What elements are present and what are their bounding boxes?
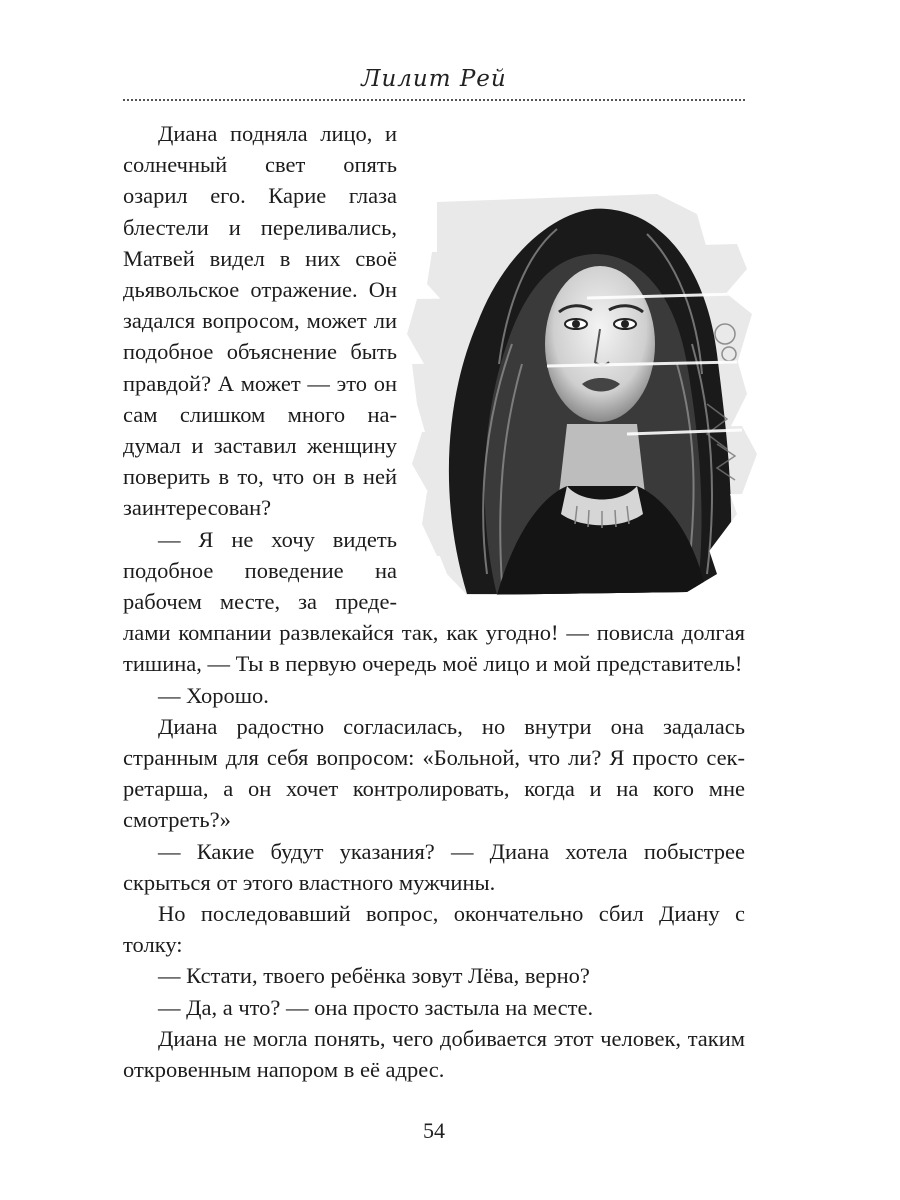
body-text <box>123 118 745 1085</box>
paragraph-3: — Хорошо. <box>158 682 269 708</box>
paragraph-4: Диана радостно согласилась, но внутри она задалась странным для себя вопросом: «Больной, что ли? Я просто секретарша, а он хочет контролировать, когда и на кого мне смотреть?» <box>123 713 745 833</box>
paragraph-7: — Кстати, твоего ребёнка зовут Лёва, верно? <box>158 963 590 989</box>
paragraph-5: — Какие будут указания? — Диана хотела побыстрее скрыться от этого властного мужчины. <box>123 838 745 895</box>
paragraph-1: Диана подняла лицо, и солнечный свет опять озарил его. Карие глаза блестели и переливались, Матвей видел в них своё дьявольское отражение. Он задался вопросом, может ли подобное объяснение быть правдой? А может — это он сам слишком много надумал и заставил женщину поверить в то, что он в ней заинтересован? <box>123 121 397 521</box>
illustration-woman-portrait <box>407 194 757 595</box>
paragraph-8: — Да, а что? — она просто застыла на месте. <box>158 994 594 1020</box>
page-number: 54 <box>423 1118 445 1143</box>
paragraph-2: — Я не хочу видеть подобное поведение на рабочем месте, за пределами компании развлекайся так, как угодно! — повисла долгая тишина, — Ты в первую очередь моё лицо и мой представитель! <box>123 526 745 677</box>
running-head: Лилит Рей <box>361 66 507 92</box>
paragraph-6: Но последовавший вопрос, окончательно сбил Диану с толку: <box>123 901 745 958</box>
portrait-illustration <box>407 194 757 595</box>
book-page <box>123 0 745 1200</box>
header-dotted-rule <box>123 99 745 101</box>
paragraph-9: Диана не могла понять, чего добивается этот человек, таким откровенным напором в её адрес. <box>123 1025 745 1083</box>
